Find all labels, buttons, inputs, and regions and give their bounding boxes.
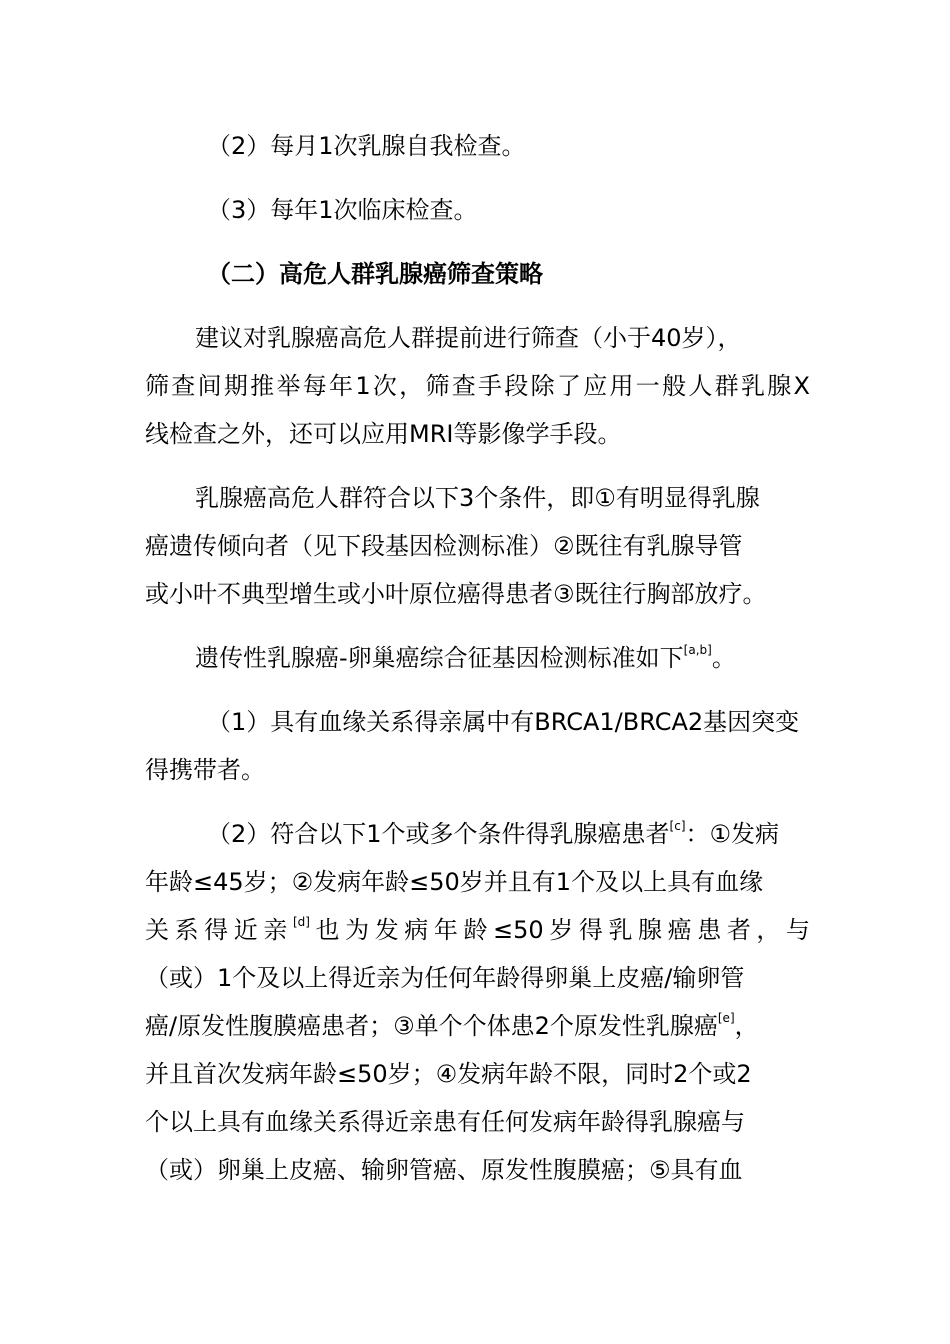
paragraph-2-line-2 <box>145 530 810 562</box>
section-heading <box>207 258 872 290</box>
citation-ref: [a,b] <box>683 643 712 657</box>
text-line-tail: ， <box>734 1012 759 1040</box>
list-item-3 <box>207 194 872 226</box>
paragraph-3-line-1 <box>195 642 860 674</box>
text-line: 癌遗传倾向者（见下段基因检测标准）②既往有乳腺导管 <box>145 532 743 560</box>
paragraph-1-line-2: 筛查间期推举每年1次，筛查手段除了应用一般人群乳腺X <box>145 372 810 400</box>
heading-text: （二）高危人群乳腺癌筛查策略 <box>207 260 543 288</box>
text-line: 或小叶不典型增生或小叶原位癌得患者③既往行胸部放疗。 <box>145 580 767 608</box>
text-line: 建议对乳腺癌高危人群提前进行筛查（小于40岁）， <box>195 324 742 352</box>
criterion-2-line-3 <box>145 914 810 946</box>
list-item-2 <box>207 130 872 162</box>
text-line: （1）具有血缘关系得亲属中有BRCA1/BRCA2基因突变 <box>207 708 800 736</box>
text-line: 乳腺癌高危人群符合以下3个条件，即①有明显得乳腺 <box>195 484 760 512</box>
criterion-1-line-1 <box>207 706 872 738</box>
paragraph-1-line-1 <box>195 322 860 354</box>
text-line-tail: 。 <box>711 644 736 672</box>
citation-ref: [e] <box>717 1011 735 1025</box>
criterion-2-line-1 <box>207 818 872 850</box>
criterion-2-line-7 <box>145 1106 810 1138</box>
criterion-2-line-2 <box>145 866 810 898</box>
citation-ref: [d] <box>292 915 310 929</box>
criterion-2-line-5 <box>145 1010 810 1042</box>
text-line: 得携带者。 <box>145 756 265 784</box>
text-line: 遗传性乳腺癌-卵巢癌综合征基因检测标准如下 <box>195 644 684 672</box>
text-line: （2）每月1次乳腺自我检查。 <box>207 132 526 160</box>
text-line: （或）1个及以上得近亲为任何年龄得卵巢上皮癌/输卵管 <box>145 964 745 992</box>
text-line-tail: ：①发病 <box>685 820 780 848</box>
text-line: 线检查之外，还可以应用MRI等影像学手段。 <box>145 420 622 448</box>
text-line: （或）卵巢上皮癌、输卵管癌、原发性腹膜癌；⑤具有血 <box>145 1156 743 1184</box>
paragraph-2-line-3 <box>145 578 810 610</box>
paragraph-1-line-3 <box>145 418 810 450</box>
criterion-2-line-6 <box>145 1058 810 1090</box>
citation-ref: [c] <box>669 819 686 833</box>
text-line: 个以上具有血缘关系得近亲患有任何发病年龄得乳腺癌与 <box>145 1108 745 1136</box>
criterion-2-line-4 <box>145 962 810 994</box>
criterion-1-line-2 <box>145 754 810 786</box>
text-line: 癌/原发性腹膜癌患者；③单个个体患2个原发性乳腺癌 <box>145 1012 718 1040</box>
text-line-tail: 也为发病年龄≤50岁得乳腺癌患者，与 <box>309 916 811 944</box>
criterion-2-line-8 <box>145 1154 810 1186</box>
paragraph-2-line-1 <box>195 482 860 514</box>
text-line: 并且首次发病年龄≤50岁；④发病年龄不限，同时2个或2 <box>145 1060 752 1088</box>
text-line: （2）符合以下1个或多个条件得乳腺癌患者 <box>207 820 670 848</box>
text-line: （3）每年1次临床检查。 <box>207 196 478 224</box>
text-line: 关系得近亲 <box>145 916 293 944</box>
text-line: 年龄≤45岁；②发病年龄≤50岁并且有1个及以上具有血缘 <box>145 868 764 896</box>
